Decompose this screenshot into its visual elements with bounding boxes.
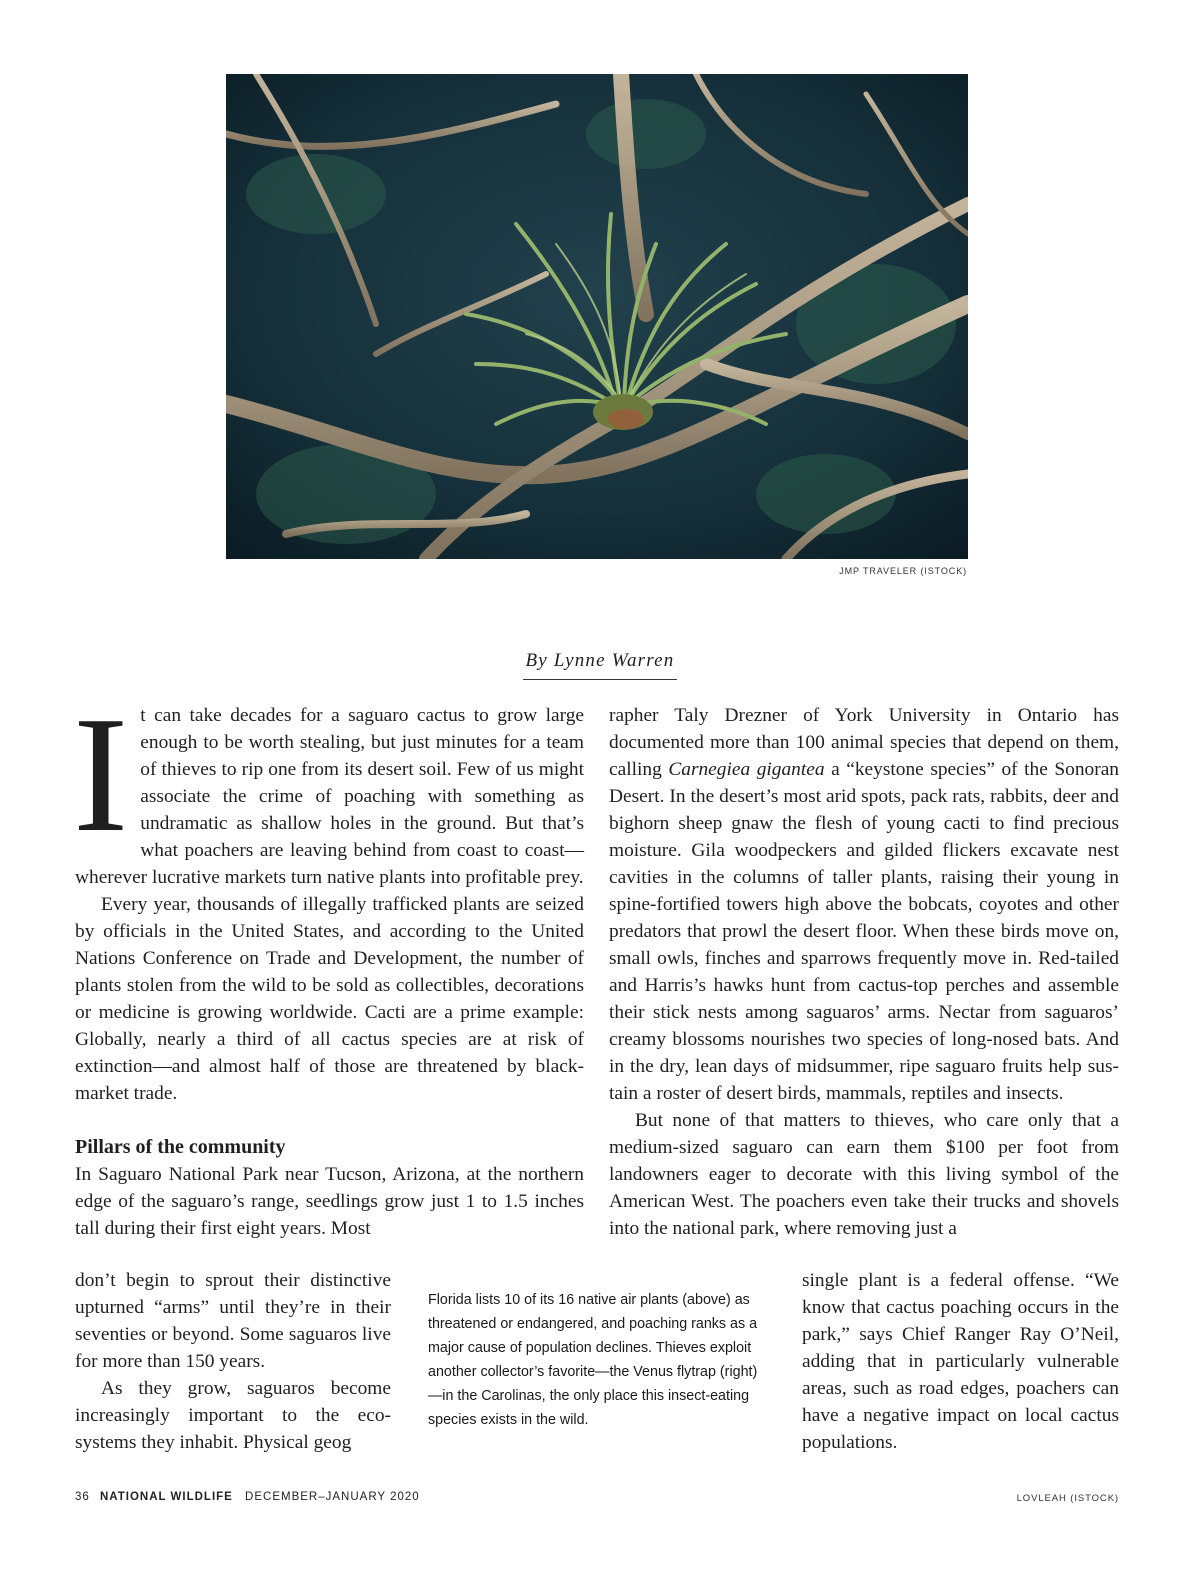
photo-caption: Florida lists 10 of its 16 native air plants (above) as threatened or endangered, and poaching ranks as a major cause of population declines. Thieves exploit another collector’s favorite—the Venus flytrap (right)—in the Carolinas, the only place this insect-eating species exists in the wild. bbox=[428, 1292, 758, 1428]
paragraph-6-continued: single plant is a federal offense. “We know that cactus poaching occurs in the park,” says Chief Ranger Ray O’Neil, adding that in particularly vulnerable areas, such as road edges, poachers can have a negative impact on local cactus populations. bbox=[802, 1270, 1119, 1453]
paragraph-3-continued: don’t begin to sprout their distinctive upturned “arms” until they’re in their seventies or beyond. Some saguaros live for more than 150 years. bbox=[75, 1270, 391, 1372]
subheading: Pillars of the community bbox=[75, 1136, 286, 1158]
paragraph-1 bbox=[73, 682, 584, 891]
drop-cap: I bbox=[73, 682, 129, 866]
species-name: Carnegiea gigantea bbox=[668, 759, 825, 780]
footer-photo-credit: LOVLEAH (ISTOCK) bbox=[1016, 1493, 1119, 1504]
article-column-right bbox=[609, 702, 1119, 1242]
page-number: 36 bbox=[75, 1491, 90, 1503]
article-column-left-lower bbox=[75, 1267, 391, 1456]
photo-credit: JMP TRAVELER (ISTOCK) bbox=[839, 566, 967, 576]
page-footer bbox=[75, 1491, 420, 1503]
magazine-name: NATIONAL WILDLIFE bbox=[100, 1491, 233, 1503]
paragraph-3: In Saguaro National Park near Tucson, Arizona, at the northern edge of the saguaro’s range, seedlings grow just 1 to 1.5 inches tall during their first eight years. Most bbox=[75, 1164, 584, 1239]
paragraph-4: As they grow, saguaros become increasingly important to the ecosystems they inhabit. Physical geog bbox=[75, 1378, 391, 1453]
issue-date: DECEMBER–JANUARY 2020 bbox=[245, 1491, 420, 1503]
paragraph-6: But none of that matters to thieves, who care only that a medium-sized saguaro can earn them $100 per foot from landowners eager to decorate with this living symbol of the American West. The poachers even take their trucks and shovels into the national park, where removing just a bbox=[609, 1110, 1119, 1239]
article-column-right-lower bbox=[802, 1267, 1119, 1456]
air-plant-photo bbox=[226, 74, 968, 559]
paragraph-1-text: t can take decades for a saguaro cactus to grow large enough to be worth stealing, but just minutes for a team of thieves to rip one from its desert soil. Few of us might associate the crime of poaching with something as undramatic as shallow holes in the ground. But that’s what poachers are leaving behind from coast to coast—wherever lucrative markets turn native plants into profitable prey. bbox=[75, 705, 584, 888]
byline bbox=[0, 650, 1200, 680]
paragraph-2: Every year, thousands of illegally trafficked plants are seized by officials in the United States, and according to the United Nations Conference on Trade and Development, the number of plants stolen from the wild to be sold as collectibles, decorations or medicine is growing worldwide. Cacti are a prime example: Globally, nearly a third of all cactus species are at risk of extinction—and almost half of those are threatened by black-market trade. bbox=[75, 894, 584, 1104]
paragraph-5-end: a “keystone species” of the Sonoran Desert. In the desert’s most arid spots, pack rats, rabbits, deer and bighorn sheep gnaw the flesh of young cacti to find precious moisture. Gila woodpeckers and gilded flickers excavate nest cavities in the columns of taller plants, raising their young in spine-fortified towers high above the bobcats, coyotes and other predators that prowl the desert floor. When these birds move on, small owls, finches and sparrows frequently move in. Red-tailed and Harris’s hawks hunt from cactus-top perches and assemble their stick nests among saguaros’ arms. Nectar from saguaros’ creamy blossoms nourishes two species of long-nosed bats. And in the dry, lean days of midsummer, ripe saguaro fruits help sustain a roster of desert birds, mammals, reptiles and insects. bbox=[609, 759, 1119, 1104]
article-column-left bbox=[73, 682, 584, 1242]
paragraph-5-start: rapher Taly Drezner of York University in Ontario has documented more than 100 animal species that depend on them, calling bbox=[609, 705, 1119, 780]
air-plant-icon bbox=[226, 74, 968, 559]
byline-text: By Lynne Warren bbox=[523, 650, 676, 680]
paragraph-5 bbox=[609, 702, 1119, 1107]
